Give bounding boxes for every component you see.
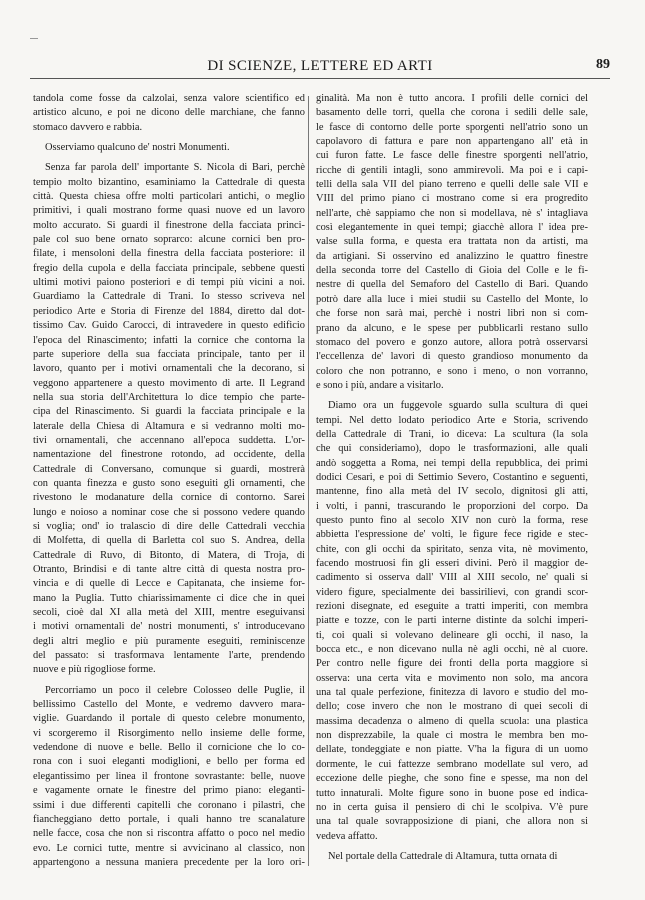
- text-line: ultimi motivi paiono posteriori e di tempi più vicini a noi.: [33, 277, 305, 289]
- text-line: rona con i suoi eleganti modiglioni, e bello per forma ed: [33, 756, 305, 768]
- text-line: videro figure, specialmente dei bassirilievi, con grandi scor-: [316, 586, 588, 598]
- text-line: che forse non sarà mai, perchè i nostri libri non si com-: [316, 308, 588, 320]
- text-line: rezioni disegnate, ed eseguite a tratti imperiti, con membra: [316, 601, 588, 613]
- text-line: osserva: una certa vita e movimento non solo, ma ancora: [316, 672, 588, 684]
- text-line: e sono i più, andare a visitarlo.: [316, 379, 444, 391]
- text-line: lungo e noioso a nominar cose che si possono vedere quando: [33, 506, 305, 518]
- text-line: molto accurato. Si guardi il finestrone della facciata princi-: [33, 219, 305, 231]
- text-line: del passato: si trasformava lentamente l'arte, prendendo: [33, 650, 305, 662]
- text-line: massima decadenza o almeno di quella scuola: una plastica: [316, 715, 588, 727]
- text-line: capolavoro di fattura e pare non appartengano all' età in: [316, 136, 588, 148]
- text-line: valse sulla forma, e questa era trattata non da artisti, ma: [316, 236, 588, 248]
- text-line: ginalità. Ma non è tutto ancora. I profili delle cornici del: [316, 93, 588, 104]
- text-line: parte superiore della sua facciata principale, tanto per il: [33, 348, 305, 360]
- text-line: lavoro, quanto per i motivi ornamentali che la decorano, si: [33, 363, 305, 375]
- text-line: i motivi ornamentali de' nostri monumenti, s' introducevano: [33, 621, 305, 633]
- text-line: primitivi, i quali mostrano forme quasi nuove ed un lavoro: [33, 205, 305, 217]
- text-line: vi scorgeremo il Risorgimento nello insieme delle forme,: [33, 727, 305, 739]
- text-line: si voglia; ond' io tralascio di dire delle Cattedrali vecchia: [33, 520, 305, 532]
- text-line: bocca etc., e non dicevano nulla nè agli occhi, nè al cuore.: [316, 644, 588, 656]
- text-line: tutto innaturali. Molte figure sono in buone pose ed indica-: [316, 787, 588, 799]
- text-line: dello; cose invero che non le mostrano di quei secoli di: [316, 701, 588, 713]
- text-line: con quanta finezza e gusto sono eseguiti gli ornamenti, che: [33, 477, 305, 489]
- text-line: della Cattedrale di Trani, io diceva: La scultura (la sola: [316, 428, 588, 440]
- text-line: di Molfetta, di quella di Barletta col suo S. Andrea, della: [33, 535, 305, 547]
- text-line: evo. Le cornici tutte, mentre si avvicinano al classico, non: [33, 842, 305, 854]
- text-line: degli altri meglio e più puramente eseguiti, reminiscenze: [33, 635, 305, 647]
- text-line: Percorriamo un poco il celebre Colosseo delle Puglie, il: [45, 684, 305, 696]
- text-line: tivi ornamentali, che accennano all'epoca suddetta. L'or-: [33, 434, 305, 446]
- text-line: filate, i mensoloni della finestra della facciata posteriore: il: [33, 248, 305, 260]
- text-line: questo punto fino al secolo XIV non curò la forma, rese: [316, 514, 588, 526]
- page-header: [30, 48, 610, 79]
- text-line: una tal quale sovrapposizione di piani, che allora non si: [316, 816, 588, 828]
- text-line: ssimi i due differenti capitelli che coronano i pilastri, che: [33, 799, 305, 811]
- text-line: vedendone di nuove e belle. Bello il cornicione che lo co-: [33, 742, 305, 754]
- text-line: vedeva affatto.: [316, 830, 378, 842]
- left-column: [33, 92, 305, 870]
- text-line: della seconda torre del Castello di Gioia del Colle e le fi-: [316, 265, 588, 277]
- text-line: da artigiani. Si osservino ed analizzino le quattro finestre: [316, 250, 588, 262]
- text-line: namentazione del finestrone rotondo, ad occidente, della: [33, 449, 305, 461]
- text-line: no in certa guisa il pensiero di chi le scolpiva. V'è pure: [316, 801, 588, 813]
- text-line: Otranto, Brindisi e di tante altre città di questa nostra pro-: [33, 564, 305, 575]
- text-line: dellate, tondeggiate e non piatte. V'ha la figura di un uomo: [316, 744, 588, 756]
- text-line: non disprezzabile, la quale ci mostra le membra ben mo-: [316, 730, 588, 742]
- text-line: Per contro nelle figure dei fronti della porta maggiore si: [316, 658, 588, 670]
- text-line: rivestono le modanature della cornice di contorno. Sarei: [33, 492, 305, 504]
- text-line: facendo mostruosi fin gli esseri divini. Però il maggior de-: [316, 558, 588, 569]
- text-line: Cattedrale di Ruvo, di Bitonto, di Matera, di Troja, di: [33, 549, 305, 561]
- text-line: artistico alcuno, e poi ne dicono delle marchiane, che fanno: [33, 107, 305, 119]
- text-line: i volti, i panni, trascurando le proporzioni del corpo. Da: [316, 500, 588, 512]
- text-line: una tal quale perfezione, finitezza di lavoro e studio del mo-: [316, 687, 588, 699]
- text-line: tempi. Nel detto lodato periodico Arte e Storia, scrivendo: [316, 414, 588, 426]
- text-line: e vagamente ornate le finestre del primo piano: eleganti-: [33, 785, 305, 797]
- text-line: basamento delle torri, quella che corona i sedili delle sale,: [316, 107, 588, 119]
- text-line: eccezione delle pieghe, che sono fine e spesse, ma non del: [316, 773, 588, 785]
- text-line: tissimo Cav. Guido Carocci, di intravedere in questo edificio: [33, 320, 305, 332]
- text-line: che qui consideriamo), dopo le trasformazioni, alle quali: [316, 443, 588, 455]
- text-line: tempio molto bizantino, esaminiamo la Cattedrale di questa: [33, 176, 305, 188]
- text-line: città. Questa chiesa offre molti particolari antichi, o meglio: [33, 191, 305, 203]
- margin-mark: [30, 38, 38, 39]
- text-line: vincia e di quelle di Lecce e Capitanata, che insieme for-: [33, 578, 305, 590]
- text-line: nuove e più rigogliose forme.: [33, 664, 156, 676]
- text-line: cui furon fatte. Le fasce delle finestre sporgenti nell'atrio,: [316, 150, 588, 162]
- text-line: così elegantemente in quei tempi; giacchè allora l' idea pre-: [316, 222, 588, 234]
- text-line: abbietta l'espressione de' volti, le figure fece rigide e stec-: [316, 529, 588, 541]
- text-line: stomaco del povero e gonzo autore, allora potrà osservarsi: [316, 336, 588, 348]
- text-line: stomaco davvero e rabbia.: [33, 121, 143, 133]
- text-line: prano da alcuno, e le spese per pubblicarli restano sullo: [316, 322, 588, 334]
- text-line: elegantissimo per linea il frontone sovrastante: belle, nuove: [33, 770, 305, 782]
- text-line: VIII del primo piano ci mostrano come si era progredito: [316, 193, 588, 205]
- text-line: nell'arte, chè sappiamo che non si modellava, nè s' intagliava: [316, 207, 588, 219]
- text-line: dormente, le cui fattezze sembrano modellate sul vero, ad: [316, 758, 588, 770]
- text-line: potrò dare alla luce i miei studii su Castello del Monte, lo: [316, 293, 588, 305]
- text-line: bellissimo Castello del Monte, e vedremo davvero mara-: [33, 699, 305, 711]
- running-title: DI SCIENZE, LETTERE ED ARTI: [207, 58, 433, 74]
- text-line: mano la Puglia. Tutto chiarissimamente ci dice che in quei: [33, 592, 305, 604]
- text-line: viglie. Guardando il portale di questo celebre monumento,: [33, 713, 305, 725]
- text-line: Diamo ora un fuggevole sguardo sulla scultura di quei: [328, 400, 588, 412]
- text-line: mantenne, fino alla metà del IV secolo, dignitosi gli atti,: [316, 486, 588, 498]
- text-line: andò soggetta a Roma, nei tempi della repubblica, dei primi: [316, 457, 588, 469]
- column-divider: [308, 96, 309, 866]
- text-line: secoli, cioè dal XI alla metà del XIII, mentre eseguivansi: [33, 607, 305, 619]
- text-line: ricche di gentili intagli, sono ammirevoli. Ma poi e i capi-: [316, 164, 588, 176]
- text-line: cadimento si osserva dall' VIII al XIII secolo, ne' quali si: [316, 572, 588, 584]
- text-line: fregio della cupola e della facciata principale, sebbene questi: [33, 262, 305, 274]
- text-line: ti, coi quali si volevano delineare gli occhi, il naso, la: [316, 629, 588, 641]
- text-line: l'eccellenza de' lavori di questo grandioso monumento da: [316, 351, 588, 363]
- text-line: Osserviamo qualcuno de' nostri Monumenti.: [45, 142, 230, 154]
- text-line: Guardiamo la Cattedrale di Trani. Io stesso scriveva nel: [33, 291, 305, 303]
- text-line: nella sua storia dell'Architettura lo dice tempio che parte-: [33, 391, 305, 403]
- text-line: Nel portale della Cattedrale di Altamura, tutta ornata di: [328, 850, 558, 862]
- text-line: fiancheggiano detto portale, i quali hanno tre scanalature: [33, 813, 305, 825]
- text-line: nelle facce, cosa che non si riscontra affatto o poco nel medio: [33, 828, 305, 840]
- text-line: Senza far parola dell' importante S. Nicola di Bari, perchè: [45, 162, 305, 174]
- text-line: periodico Arte e Storia di Firenze del 1884, diretto dal dot-: [33, 305, 305, 317]
- text-line: l'epoca del Rinascimento; infatti la cornice che contorna la: [33, 334, 305, 346]
- text-line: nestre di quella del Semaforo del Castello di Bari. Quando: [316, 279, 588, 291]
- text-line: chite, con gli occhi da spiritato, senza vita, nè movimento,: [316, 543, 588, 555]
- page-number: 89: [596, 57, 610, 72]
- text-line: telli della sala VII del piano terreno e quelli delle sale VII e: [316, 179, 588, 191]
- text-line: veggono appartenere a questo movimento di arte. Il Legrand: [33, 377, 305, 389]
- text-line: coloro che non potranno, e sono i meno, o non vorranno,: [316, 365, 588, 377]
- text-line: le fasce di contorno delle porte sporgenti nell'atrio sono un: [316, 121, 588, 133]
- text-line: Cattedrale di Conversano, comunque si guardi, mostrerà: [33, 463, 305, 475]
- text-line: laterale della Chiesa di Altamura e si vedranno molti mo-: [33, 420, 305, 432]
- right-column: [316, 92, 588, 864]
- text-line: tandola come fosse da calzolai, senza valore scientifico ed: [33, 93, 305, 104]
- text-line: piatte e tozze, con le parti interne distinte da solchi imperi-: [316, 615, 588, 627]
- text-line: appartengono a nessuna maniera precedente per la loro ori-: [33, 856, 305, 868]
- text-line: dodici Cesari, e poi di Settimio Severo, Costantino e seguenti,: [316, 471, 588, 483]
- text-line: cipa del Rinascimento. Si guardi la facciata principale e la: [33, 406, 305, 418]
- text-line: pale col suo bene ornato soprarco: alcune cornici ben pro-: [33, 234, 305, 246]
